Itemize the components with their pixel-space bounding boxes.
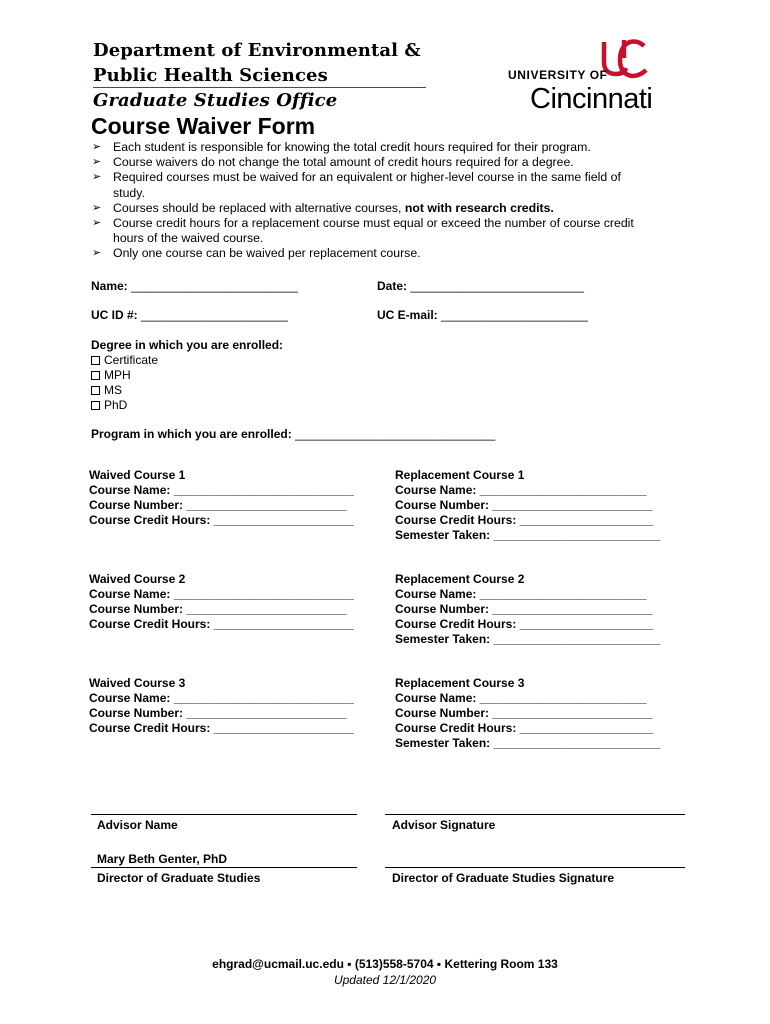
list-item: ➢ Course credit hours for a replacement course must equal or exceed the number of course credit hours of the waived course.: [92, 216, 634, 246]
department-name-line1: Department of Environmental &: [93, 40, 421, 61]
list-item: ➢ Required courses must be waived for an equivalent or higher-level course in the same field of study.: [92, 170, 621, 200]
degree-option-phd[interactable]: PhD: [91, 398, 283, 413]
program-field[interactable]: Program in which you are enrolled: ______________________________: [91, 427, 496, 441]
arrow-bullet-icon: ➢: [92, 201, 102, 214]
director-name: Mary Beth Genter, PhD: [97, 852, 228, 866]
checkbox-icon[interactable]: [91, 371, 100, 380]
office-name: Graduate Studies Office: [93, 90, 338, 111]
list-item: ➢ Course waivers do not change the total amount of credit hours required for a degree.: [92, 155, 574, 170]
replacement-course-2[interactable]: Replacement Course 2 Course Name: _________________________ Course Number: ________________________ Course Credit Hours: ____________________ Semester Taken: _________________________: [395, 572, 661, 646]
advisor-signature-line[interactable]: [385, 814, 685, 815]
list-item: ➢ Each student is responsible for knowing the total credit hours required for their program.: [92, 140, 591, 154]
header-divider: [93, 87, 426, 88]
replacement-course-1[interactable]: Replacement Course 1 Course Name: _________________________ Course Number: ________________________ Course Credit Hours: ____________________ Semester Taken: _________________________: [395, 468, 661, 542]
degree-selection: [91, 338, 283, 413]
arrow-bullet-icon: ➢: [92, 247, 102, 260]
waived-course-1[interactable]: Waived Course 1 Course Name: ___________________________ Course Number: ________________________ Course Credit Hours: _____________________: [89, 468, 354, 527]
department-header: [93, 38, 433, 113]
logo-cincinnati: Cincinnati: [530, 83, 653, 115]
degree-option-mph[interactable]: MPH: [91, 368, 283, 383]
uc-email-field[interactable]: UC E-mail: ______________________: [377, 308, 588, 322]
director-signature-label: Director of Graduate Studies Signature: [392, 871, 615, 885]
arrow-bullet-icon: ➢: [92, 171, 102, 184]
replacement-course-3[interactable]: Replacement Course 3 Course Name: _________________________ Course Number: ________________________ Course Credit Hours: ____________________ Semester Taken: _________________________: [395, 676, 661, 750]
degree-option-certificate[interactable]: Certificate: [91, 353, 283, 368]
department-name-line2: Public Health Sciences: [93, 65, 328, 86]
date-field[interactable]: Date: __________________________: [377, 279, 584, 293]
degree-option-ms[interactable]: MS: [91, 383, 283, 398]
instruction-list: [92, 140, 652, 262]
checkbox-icon[interactable]: [91, 356, 100, 365]
arrow-bullet-icon: ➢: [92, 217, 102, 230]
footer-updated: Updated 12/1/2020: [333, 973, 437, 987]
director-signature-line[interactable]: [385, 867, 685, 868]
uc-logo: [508, 38, 668, 114]
footer-contact: ehgrad@ucmail.uc.edu ▪ (513)558-5704 ▪ Kettering Room 133: [212, 957, 558, 971]
form-title: Course Waiver Form: [91, 113, 316, 139]
checkbox-icon[interactable]: [91, 386, 100, 395]
checkbox-icon[interactable]: [91, 401, 100, 410]
director-name-line: [91, 867, 357, 868]
degree-label: Degree in which you are enrolled:: [91, 338, 284, 352]
advisor-name-label: Advisor Name: [97, 818, 178, 832]
arrow-bullet-icon: ➢: [92, 141, 102, 153]
logo-university-of: UNIVERSITY OF: [508, 68, 608, 82]
list-item: ➢ Only one course can be waived per replacement course.: [92, 246, 421, 261]
uc-id-field[interactable]: UC ID #: ______________________: [91, 308, 288, 322]
advisor-name-line[interactable]: [91, 814, 357, 815]
waived-course-2[interactable]: Waived Course 2 Course Name: ___________________________ Course Number: ________________________ Course Credit Hours: _____________________: [89, 572, 354, 631]
arrow-bullet-icon: ➢: [92, 156, 102, 169]
list-item: ➢ Courses should be replaced with alternative courses, not with research credits.: [92, 200, 554, 215]
advisor-signature-label: Advisor Signature: [392, 818, 496, 832]
waived-course-3[interactable]: Waived Course 3 Course Name: ___________________________ Course Number: ________________________ Course Credit Hours: _____________________: [89, 676, 354, 735]
name-field[interactable]: Name: _________________________: [91, 279, 298, 293]
director-title: Director of Graduate Studies: [97, 871, 261, 885]
